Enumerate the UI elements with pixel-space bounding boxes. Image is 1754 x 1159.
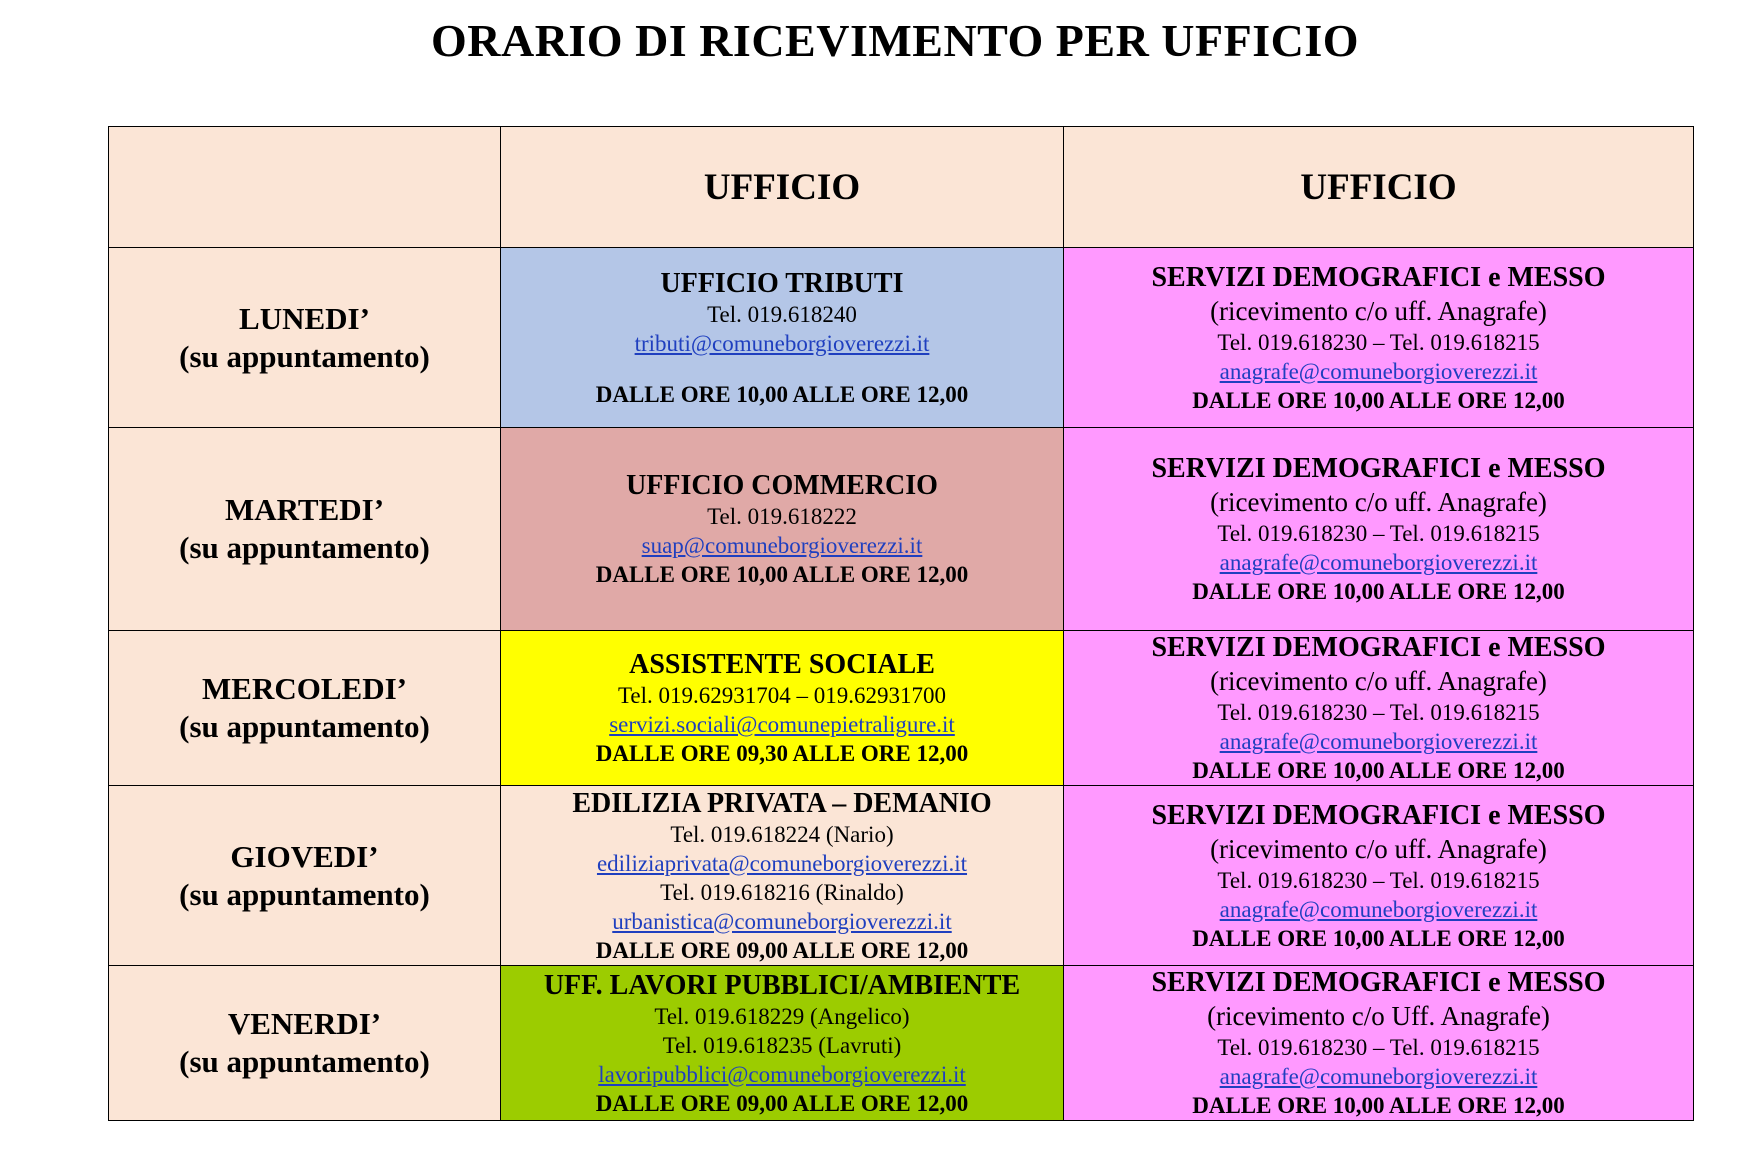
office-phone: Tel. 019.618224 (Nario): [670, 821, 894, 847]
office-phone: Tel. 019.618230 – Tel. 019.618215: [1217, 329, 1540, 355]
office-hours: DALLE ORE 10,00 ALLE ORE 12,00: [1192, 579, 1565, 604]
office-hours: DALLE ORE 10,00 ALLE ORE 12,00: [1192, 1093, 1565, 1118]
day-note: (su appuntamento): [179, 530, 430, 565]
day-label: MARTEDI’: [224, 492, 385, 527]
office-phone: Tel. 019.618230 – Tel. 019.618215: [1217, 700, 1540, 725]
office-cell-commercio: [501, 428, 1064, 631]
office-name: UFFICIO TRIBUTI: [660, 267, 904, 299]
office-cell-demografici: [1064, 966, 1694, 1121]
office-email-link[interactable]: anagrafe@comuneborgioverezzi.it: [1219, 896, 1538, 922]
office-email-link-2[interactable]: urbanistica@comuneborgioverezzi.it: [612, 908, 952, 934]
office-email-link[interactable]: anagrafe@comuneborgioverezzi.it: [1219, 1064, 1538, 1089]
office-cell-demografici: [1064, 248, 1694, 428]
day-label: VENERDI’: [227, 1006, 382, 1041]
header-office-b: UFFICIO: [1064, 127, 1694, 248]
office-hours: DALLE ORE 10,00 ALLE ORE 12,00: [1192, 387, 1565, 413]
office-subtitle: (ricevimento c/o uff. Anagrafe): [1210, 295, 1547, 326]
office-name: EDILIZIA PRIVATA – DEMANIO: [572, 787, 992, 819]
office-subtitle: (ricevimento c/o uff. Anagrafe): [1210, 833, 1547, 864]
day-cell-mercoledi: [109, 631, 501, 786]
day-note: (su appuntamento): [179, 338, 430, 374]
table-header-row: [109, 127, 1694, 248]
table-row: [109, 786, 1694, 966]
office-email-link[interactable]: servizi.sociali@comunepietraligure.it: [609, 712, 955, 737]
office-cell-assistente-sociale: [501, 631, 1064, 786]
day-note: (su appuntamento): [179, 876, 430, 912]
office-subtitle: (ricevimento c/o uff. Anagrafe): [1210, 666, 1547, 696]
office-phone: Tel. 019.618230 – Tel. 019.618215: [1217, 1035, 1540, 1060]
office-cell-tributi: [501, 248, 1064, 428]
office-subtitle: (ricevimento c/o Uff. Anagrafe): [1207, 1001, 1550, 1031]
office-hours: DALLE ORE 09,30 ALLE ORE 12,00: [595, 741, 969, 766]
office-name: SERVIZI DEMOGRAFICI e MESSO: [1151, 453, 1606, 484]
office-phone-2: Tel. 019.618235 (Lavruti): [662, 1032, 902, 1058]
office-cell-demografici: [1064, 631, 1694, 786]
schedule-table: [108, 126, 1694, 1121]
office-phone: Tel. 019.618230 – Tel. 019.618215: [1217, 867, 1540, 893]
table-row: [109, 248, 1694, 428]
office-hours: DALLE ORE 09,00 ALLE ORE 12,00: [595, 937, 969, 963]
office-email-link[interactable]: lavoripubblici@comuneborgioverezzi.it: [598, 1061, 966, 1087]
office-name: SERVIZI DEMOGRAFICI e MESSO: [1151, 967, 1606, 998]
office-email-link[interactable]: ediliziaprivata@comuneborgioverezzi.it: [596, 850, 968, 876]
office-hours: DALLE ORE 10,00 ALLE ORE 12,00: [595, 562, 969, 587]
office-cell-demografici: [1064, 428, 1694, 631]
table-row: [109, 966, 1694, 1121]
day-label: GIOVEDI’: [230, 838, 379, 874]
office-hours: DALLE ORE 09,00 ALLE ORE 12,00: [595, 1090, 969, 1116]
office-phone: Tel. 019.618222: [707, 504, 857, 529]
office-phone: Tel. 019.618229 (Angelico): [654, 1003, 910, 1029]
day-label: MERCOLEDI’: [202, 671, 407, 706]
office-name: SERVIZI DEMOGRAFICI e MESSO: [1151, 632, 1606, 663]
office-subtitle: (ricevimento c/o uff. Anagrafe): [1210, 487, 1547, 517]
office-cell-edilizia: [501, 786, 1064, 966]
table-row: [109, 428, 1694, 631]
office-name: SERVIZI DEMOGRAFICI e MESSO: [1151, 799, 1606, 831]
office-email-link[interactable]: anagrafe@comuneborgioverezzi.it: [1219, 729, 1538, 754]
day-cell-venerdi: [109, 966, 501, 1121]
office-hours: DALLE ORE 10,00 ALLE ORE 12,00: [1192, 758, 1565, 783]
office-email-link[interactable]: suap@comuneborgioverezzi.it: [641, 533, 923, 558]
page-title: ORARIO DI RICEVIMENTO PER UFFICIO: [430, 15, 1360, 66]
office-name: SERVIZI DEMOGRAFICI e MESSO: [1151, 261, 1606, 293]
office-email-link[interactable]: anagrafe@comuneborgioverezzi.it: [1219, 358, 1538, 384]
office-phone-2: Tel. 019.618216 (Rinaldo): [660, 879, 904, 905]
day-cell-martedi: [109, 428, 501, 631]
office-name: ASSISTENTE SOCIALE: [629, 649, 935, 680]
office-cell-demografici: [1064, 786, 1694, 966]
day-note: (su appuntamento): [179, 709, 430, 744]
office-phone: Tel. 019.62931704 – 019.62931700: [617, 683, 947, 708]
day-note: (su appuntamento): [179, 1044, 430, 1079]
office-hours: DALLE ORE 10,00 ALLE ORE 12,00: [595, 381, 969, 407]
office-email-link[interactable]: tributi@comuneborgioverezzi.it: [634, 330, 930, 356]
office-phone: Tel. 019.618230 – Tel. 019.618215: [1217, 521, 1540, 546]
day-cell-lunedi: [109, 248, 501, 428]
day-cell-giovedi: [109, 786, 501, 966]
header-office-a: UFFICIO: [501, 127, 1064, 248]
table-row: [109, 631, 1694, 786]
office-hours: DALLE ORE 10,00 ALLE ORE 12,00: [1192, 925, 1565, 951]
office-email-link[interactable]: anagrafe@comuneborgioverezzi.it: [1219, 550, 1538, 575]
office-name: UFFICIO COMMERCIO: [626, 470, 938, 501]
office-cell-lavori-pubblici: [501, 966, 1064, 1121]
day-label: LUNEDI’: [239, 300, 370, 336]
office-phone: Tel. 019.618240: [707, 301, 857, 327]
header-day-cell: [109, 127, 501, 248]
office-name: UFF. LAVORI PUBBLICI/AMBIENTE: [543, 969, 1021, 1001]
